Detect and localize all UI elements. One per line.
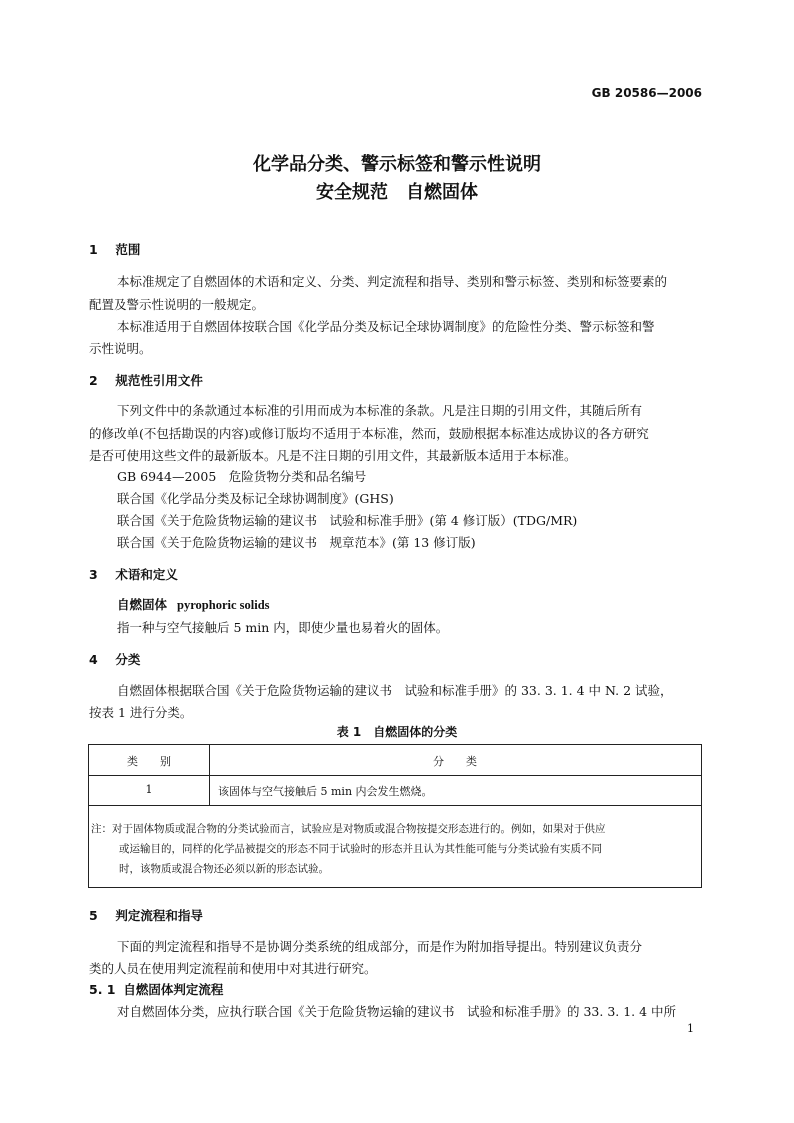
section-5-heading [89,906,203,924]
table-cell-criteria: 该固体与空气接触后 5 min 内会发生燃烧。 [218,785,433,798]
paragraph-line: 自燃固体根据联合国《关于危险货物运输的建议书 试验和标准手册》的 33. 3. 1. 4 中 N. 2 试验， [117,683,673,698]
paragraph-line: 本标准适用于自燃固体按联合国《化学品分类及标记全球协调制度》的危险性分类、警示标签和警 [117,319,655,334]
section-4-heading [89,650,140,668]
paragraph-line: 本标准规定了自燃固体的术语和定义、分类、判定流程和指导、类别和警示标签、类别和标签要素的 [117,274,668,289]
section-number: 2 [89,373,98,388]
paragraph-line: 是否可使用这些文件的最新版本。凡是不注日期的引用文件，其最新版本适用于本标准。 [89,448,577,463]
note-line: 时，该物质或混合物还必须以新的形态试验。 [119,863,329,875]
section-number: 1 [89,242,98,257]
section-number: 4 [89,652,98,667]
classification-table [88,744,702,888]
paragraph-line: 下面的判定流程和指导不是协调分类系统的组成部分，而是作为附加指导提出。特别建议负责分 [117,939,643,954]
paragraph-line: 对自燃固体分类，应执行联合国《关于危险货物运输的建议书 试验和标准手册》的 33. 3. 1. 4 中所 [117,1004,677,1019]
section-title: 范围 [115,242,141,257]
reference-item: GB 6944—2005 危险货物分类和品名编号 [117,469,367,484]
reference-item: 联合国《关于危险货物运输的建议书 试验和标准手册》(第 4 修订版）(TDG/MR) [117,513,578,528]
paragraph-line: 下列文件中的条款通过本标准的引用而成为本标准的条款。凡是注日期的引用文件，其随后所有 [117,403,643,418]
paragraph-line: 按表 1 进行分类。 [89,705,193,720]
section-3-heading [89,565,178,583]
paragraph-line: 示性说明。 [89,341,152,356]
document-title-line2: 安全规范 自燃固体 [316,182,478,203]
section-number: 3 [89,567,98,582]
table-header-criteria: 分 类 [433,755,477,768]
row-divider [89,775,701,776]
section-title: 术语和定义 [115,567,178,582]
section-title: 自燃固体判定流程 [123,982,224,997]
paragraph-line: 类的人员在使用判定流程前和使用中对其进行研究。 [89,961,377,976]
section-title: 判定流程和指导 [115,908,203,923]
reference-item: 联合国《化学品分类及标记全球协调制度》(GHS) [117,491,394,506]
section-title: 分类 [115,652,141,667]
section-number: 5 [89,908,98,923]
note-line: 注：对于固体物质或混合物的分类试验而言，试验应是对物质或混合物按提交形态进行的。例如，如果对于供应 [91,823,606,835]
table-note [91,819,687,879]
paragraph-line: 的修改单(不包括勘误的内容)或修订版均不适用于本标准，然而，鼓励根据本标准达成协议的各方研究 [89,426,649,441]
section-5-1-heading [89,980,223,998]
section-2-heading [89,371,203,389]
table-header-category: 类 别 [127,755,171,768]
term-definition: 指一种与空气接触后 5 min 内，即使少量也易着火的固体。 [117,620,449,635]
page-number: 1 [687,1022,694,1035]
document-title-line1: 化学品分类、警示标签和警示性说明 [253,154,541,175]
reference-item: 联合国《关于危险货物运输的建议书 规章范本》(第 13 修订版) [117,535,476,550]
term-english: pyrophoric solids [177,598,270,612]
section-title: 规范性引用文件 [115,373,203,388]
term-chinese: 自燃固体 [117,597,168,612]
table-cell-category: 1 [145,783,153,796]
row-divider [89,805,701,806]
note-line: 或运输目的，同样的化学品被提交的形态不同于试验时的形态并且认为其性能可能与分类试验有实质不同 [119,843,602,855]
paragraph-line: 配置及警示性说明的一般规定。 [89,297,265,312]
standard-number: GB 20586—2006 [591,86,702,100]
section-number: 5. 1 [89,982,116,997]
term-entry [117,595,270,613]
section-1-heading [89,240,140,258]
table-caption: 表 1 自燃固体的分类 [336,725,458,739]
